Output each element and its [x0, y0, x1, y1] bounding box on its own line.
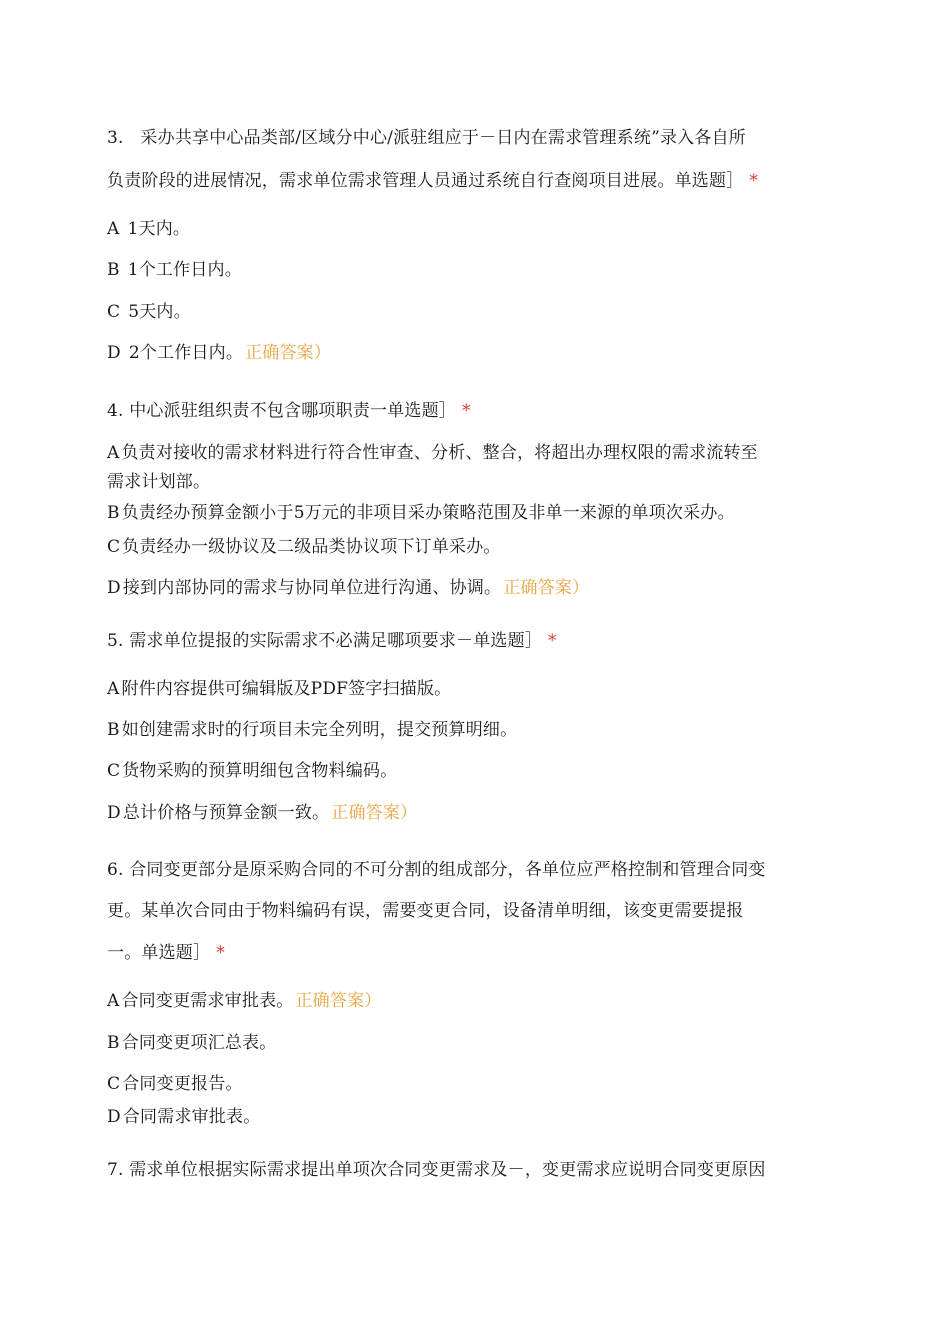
question-6-text-1: 6. 合同变更部分是原采购合同的不可分割的组成部分，各单位应严格控制和管理合同变 — [107, 860, 766, 880]
option-text: 1天内。 — [127, 219, 191, 239]
question-6-line-2 — [107, 900, 743, 922]
option-text: 合同需求审批表。 — [122, 1107, 261, 1127]
option-text: 2个工作日内。 — [128, 343, 244, 363]
option-letter: B — [107, 720, 120, 740]
question-3-line-2 — [107, 170, 758, 192]
question-5-option-d — [107, 802, 417, 824]
question-5-option-a — [107, 678, 451, 700]
required-star: * — [462, 401, 471, 421]
option-text: 如创建需求时的行项目未完全列明，提交预算明细。 — [121, 720, 518, 740]
option-text: 合同变更报告。 — [122, 1074, 243, 1094]
option-letter: A — [107, 443, 120, 463]
required-star: * — [749, 171, 759, 191]
question-3-option-c — [107, 301, 191, 323]
option-text: 1个工作日内。 — [127, 260, 242, 280]
question-3-option-d — [107, 342, 331, 364]
option-letter: B — [107, 503, 120, 523]
option-letter: D — [107, 343, 121, 363]
question-7-line-1 — [107, 1159, 766, 1181]
option-text: 负责经办一级协议及二级品类协议项下订单采办。 — [122, 537, 501, 557]
option-letter: D — [107, 803, 121, 823]
option-text: 负责经办预算金额小于5万元的非项目采办策略范围及非单一来源的单项次采办。 — [121, 503, 735, 523]
question-3-text-1: 3. 采办共享中心品类部/区域分中心/派驻组应于－日内在需求管理系统”录入各自所 — [107, 128, 746, 148]
option-letter: B — [107, 1033, 120, 1053]
option-letter: C — [107, 302, 121, 322]
option-letter: A — [107, 219, 120, 239]
question-6-text-2: 更。某单次合同由于物料编码有误，需要变更合同，设备清单明细，该变更需要提报 — [107, 901, 744, 921]
option-text: 货物采购的预算明细包含物料编码。 — [122, 761, 398, 781]
correct-answer-mark: 正确答案） — [503, 578, 590, 598]
option-text: 5天内。 — [128, 302, 191, 322]
question-3-line-1 — [107, 127, 746, 149]
question-4-option-a — [107, 442, 758, 464]
option-text-continued: 需求计划部。 — [107, 472, 211, 492]
option-text: 合同变更需求审批表。 — [121, 991, 294, 1011]
option-letter: A — [107, 991, 120, 1011]
question-3-option-b — [107, 259, 242, 281]
option-letter: C — [107, 1074, 121, 1094]
question-7-text: 7. 需求单位根据实际需求提出单项次合同变更需求及－，变更需求应说明合同变更原因 — [107, 1160, 766, 1180]
question-6-line-3 — [107, 942, 225, 964]
correct-answer-mark: 正确答案） — [331, 803, 418, 823]
question-6-line-1 — [107, 859, 766, 881]
question-5-option-b — [107, 719, 517, 741]
option-letter: D — [107, 1107, 121, 1127]
option-letter: A — [107, 679, 120, 699]
question-4-option-b — [107, 502, 735, 524]
question-6-option-b — [107, 1032, 277, 1054]
required-star: * — [216, 943, 225, 963]
question-4-line-1 — [107, 400, 471, 422]
option-text: 接到内部协同的需求与协同单位进行沟通、协调。 — [122, 578, 502, 598]
question-6-option-c — [107, 1073, 243, 1095]
question-3-option-a — [107, 218, 190, 240]
question-4-option-d — [107, 577, 589, 599]
question-3-text-2: 负责阶段的进展情况，需求单位需求管理人员通过系统自行查阅项目进展。单选题］ — [107, 171, 744, 191]
option-letter: C — [107, 537, 121, 557]
option-text: 负责对接收的需求材料进行符合性审查、分析、整合，将超出办理权限的需求流转至 — [121, 443, 758, 463]
question-6-option-a — [107, 990, 381, 1012]
correct-answer-mark: 正确答案） — [295, 991, 382, 1011]
question-5-option-c — [107, 760, 397, 782]
option-text: 附件内容提供可编辑版及PDF签字扫描版。 — [121, 679, 452, 699]
option-letter: C — [107, 761, 121, 781]
question-6-option-d — [107, 1106, 260, 1128]
required-star: * — [548, 631, 557, 651]
option-letter: D — [107, 578, 121, 598]
question-5-line-1 — [107, 630, 557, 652]
question-6-text-3: 一。单选题］ — [107, 943, 211, 963]
option-text: 总计价格与预算金额一致。 — [122, 803, 330, 823]
question-4-option-c — [107, 536, 501, 558]
question-4-option-a-cont — [107, 471, 210, 493]
question-5-text: 5. 需求单位提报的实际需求不必满足哪项要求－单选题］ — [107, 631, 543, 651]
question-4-text: 4. 中心派驻组织责不包含哪项职责一单选题］ — [107, 401, 457, 421]
correct-answer-mark: 正确答案） — [245, 343, 332, 363]
option-text: 合同变更项汇总表。 — [121, 1033, 277, 1053]
option-letter: B — [107, 260, 120, 280]
